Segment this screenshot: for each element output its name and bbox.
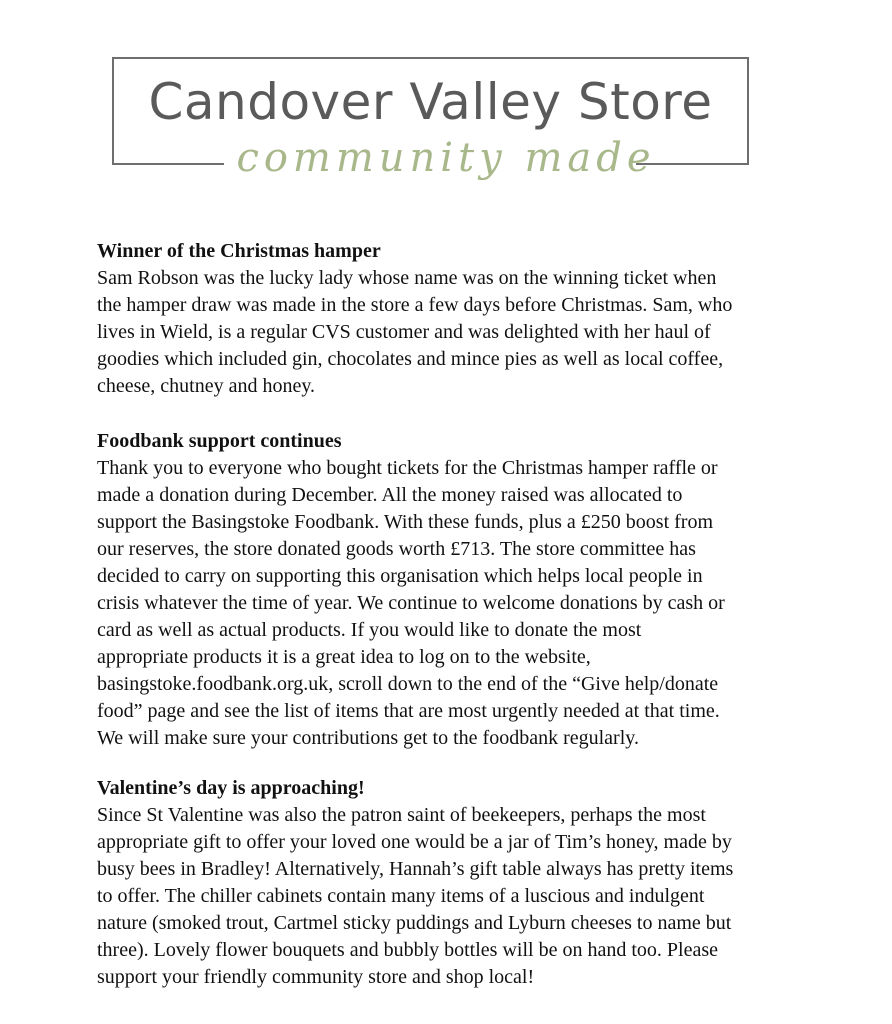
article-line: to offer. The chiller cabinets contain many items of a luscious and indulgent — [97, 885, 705, 907]
logo-tagline: community made — [236, 135, 656, 181]
article-line: Since St Valentine was also the patron saint of beekeepers, perhaps the most — [97, 804, 706, 826]
article-valentines-day — [97, 775, 857, 991]
article-line: the hamper draw was made in the store a few days before Christmas. Sam, who — [97, 294, 733, 316]
article-line: Thank you to everyone who bought tickets for the Christmas hamper raffle or — [97, 457, 718, 479]
article-line: food” page and see the list of items that are most urgently needed at that time. — [97, 700, 720, 722]
article-line: three). Lovely flower bouquets and bubbly bottles will be on hand too. Please — [97, 939, 718, 961]
article-line: busy bees in Bradley! Alternatively, Hannah’s gift table always has pretty items — [97, 858, 734, 880]
article-body — [97, 802, 857, 991]
article-foodbank-support — [97, 428, 857, 752]
article-heading: Winner of the Christmas hamper — [97, 240, 381, 262]
article-line: support the Basingstoke Foodbank. With these funds, plus a £250 boost from — [97, 511, 714, 533]
article-line: goodies which included gin, chocolates and mince pies as well as local coffee, — [97, 348, 724, 370]
article-heading: Foodbank support continues — [97, 430, 342, 452]
article-line: our reserves, the store donated goods worth £713. The store committee has — [97, 538, 696, 560]
article-line: basingstoke.foodbank.org.uk, scroll down to the end of the “Give help/donate — [97, 673, 719, 695]
article-line: appropriate gift to offer your loved one would be a jar of Tim’s honey, made by — [97, 831, 732, 853]
article-line: Sam Robson was the lucky lady whose name was on the winning ticket when — [97, 267, 717, 289]
article-christmas-hamper — [97, 238, 857, 400]
article-line: made a donation during December. All the money raised was allocated to — [97, 484, 683, 506]
article-line: We will make sure your contributions get to the foodbank regularly. — [97, 727, 639, 749]
article-line: cheese, chutney and honey. — [97, 375, 316, 397]
article-line: crisis whatever the time of year. We continue to welcome donations by cash or — [97, 592, 725, 614]
logo-title: Candover Valley Store — [148, 73, 713, 131]
article-line: card as well as actual products. If you would like to donate the most — [97, 619, 642, 641]
article-line: nature (smoked trout, Cartmel sticky puddings and Lyburn cheeses to name but — [97, 912, 732, 934]
article-line: lives in Wield, is a regular CVS customer and was delighted with her haul of — [97, 321, 711, 343]
article-line: support your friendly community store and shop local! — [97, 966, 535, 988]
article-body — [97, 265, 857, 400]
article-body — [97, 455, 857, 752]
article-heading: Valentine’s day is approaching! — [97, 777, 365, 799]
article-line: decided to carry on supporting this organisation which helps local people in — [97, 565, 703, 587]
article-line: appropriate products it is a great idea to log on to the website, — [97, 646, 591, 668]
